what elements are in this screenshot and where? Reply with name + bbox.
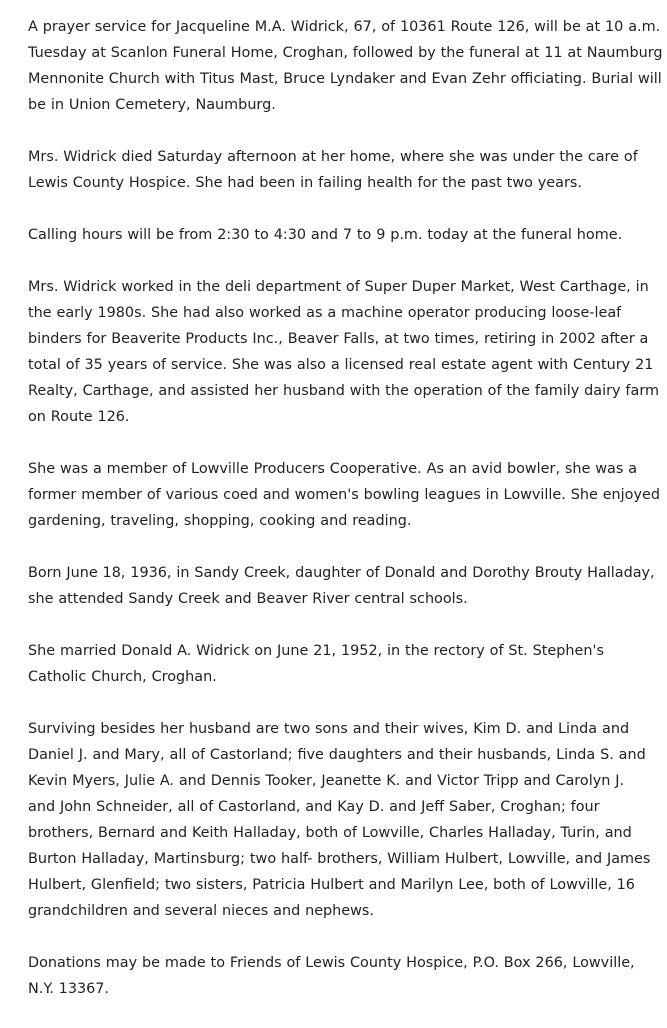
- text-line: gardening, traveling, shopping, cooking and reading.: [28, 513, 412, 529]
- paragraph-death-details: [28, 144, 656, 196]
- text-line: the early 1980s. She had also worked as a machine operator producing loose-leaf: [28, 305, 622, 321]
- text-line: grandchildren and several nieces and nephews.: [28, 903, 374, 919]
- text-line: Surviving besides her husband are two sons and their wives, Kim D. and Linda and: [28, 721, 630, 737]
- text-line: brothers, Bernard and Keith Halladay, both of Lowville, Charles Halladay, Turin, and: [28, 825, 632, 841]
- paragraph-career: [28, 274, 659, 430]
- text-line: N.Y. 13367.: [28, 981, 110, 997]
- text-line: Tuesday at Scanlon Funeral Home, Croghan, followed by the funeral at 11 at Naumburg: [28, 45, 663, 61]
- text-line: Mrs. Widrick worked in the deli department of Super Duper Market, West Carthage, in: [28, 279, 649, 295]
- text-line: Mennonite Church with Titus Mast, Bruce Lyndaker and Evan Zehr officiating. Burial will: [28, 71, 662, 87]
- text-line: Burton Halladay, Martinsburg; two half- brothers, William Hulbert, Lowville, and James: [28, 851, 651, 867]
- text-line: total of 35 years of service. She was also a licensed real estate agent with Century 21: [28, 357, 654, 373]
- text-line: be in Union Cemetery, Naumburg.: [28, 97, 276, 113]
- obituary-article: [28, 14, 663, 1028]
- text-line: Realty, Carthage, and assisted her husband with the operation of the family dairy farm: [28, 383, 659, 399]
- paragraph-survivors: [28, 716, 656, 924]
- text-line: binders for Beaverite Products Inc., Beaver Falls, at two times, retiring in 2002 after a: [28, 331, 649, 347]
- paragraph-memberships: [28, 456, 660, 534]
- text-line: Kevin Myers, Julie A. and Dennis Tooker, Jeanette K. and Victor Tripp and Carolyn J.: [28, 773, 625, 789]
- text-line: Lewis County Hospice. She had been in failing health for the past two years.: [28, 175, 582, 191]
- text-line: Calling hours will be from 2:30 to 4:30 and 7 to 9 p.m. today at the funeral home.: [28, 227, 623, 243]
- text-line: Mrs. Widrick died Saturday afternoon at her home, where she was under the care of: [28, 149, 638, 165]
- text-line: former member of various coed and women's bowling leagues in Lowville. She enjoyed: [28, 487, 660, 503]
- paragraph-marriage: [28, 638, 656, 690]
- text-line: Donations may be made to Friends of Lewis County Hospice, P.O. Box 266, Lowville,: [28, 955, 635, 971]
- text-line: and John Schneider, all of Castorland, and Kay D. and Jeff Saber, Croghan; four: [28, 799, 600, 815]
- text-line: A prayer service for Jacqueline M.A. Widrick, 67, of 10361 Route 126, will be at 10 a.m.: [28, 19, 661, 35]
- paragraph-donations: [28, 950, 656, 1002]
- text-line: she attended Sandy Creek and Beaver River central schools.: [28, 591, 468, 607]
- paragraph-birth: [28, 560, 656, 612]
- text-line: She married Donald A. Widrick on June 21, 1952, in the rectory of St. Stephen's: [28, 643, 604, 659]
- text-line: on Route 126.: [28, 409, 130, 425]
- text-line: Hulbert, Glenfield; two sisters, Patricia Hulbert and Marilyn Lee, both of Lowville, 16: [28, 877, 635, 893]
- text-line: Born June 18, 1936, in Sandy Creek, daughter of Donald and Dorothy Brouty Halladay,: [28, 565, 655, 581]
- paragraph-service-details: [28, 14, 663, 118]
- text-line: Catholic Church, Croghan.: [28, 669, 217, 685]
- paragraph-calling-hours: [28, 222, 656, 248]
- text-line: She was a member of Lowville Producers Cooperative. As an avid bowler, she was a: [28, 461, 638, 477]
- text-line: Daniel J. and Mary, all of Castorland; five daughters and their husbands, Linda S. and: [28, 747, 646, 763]
